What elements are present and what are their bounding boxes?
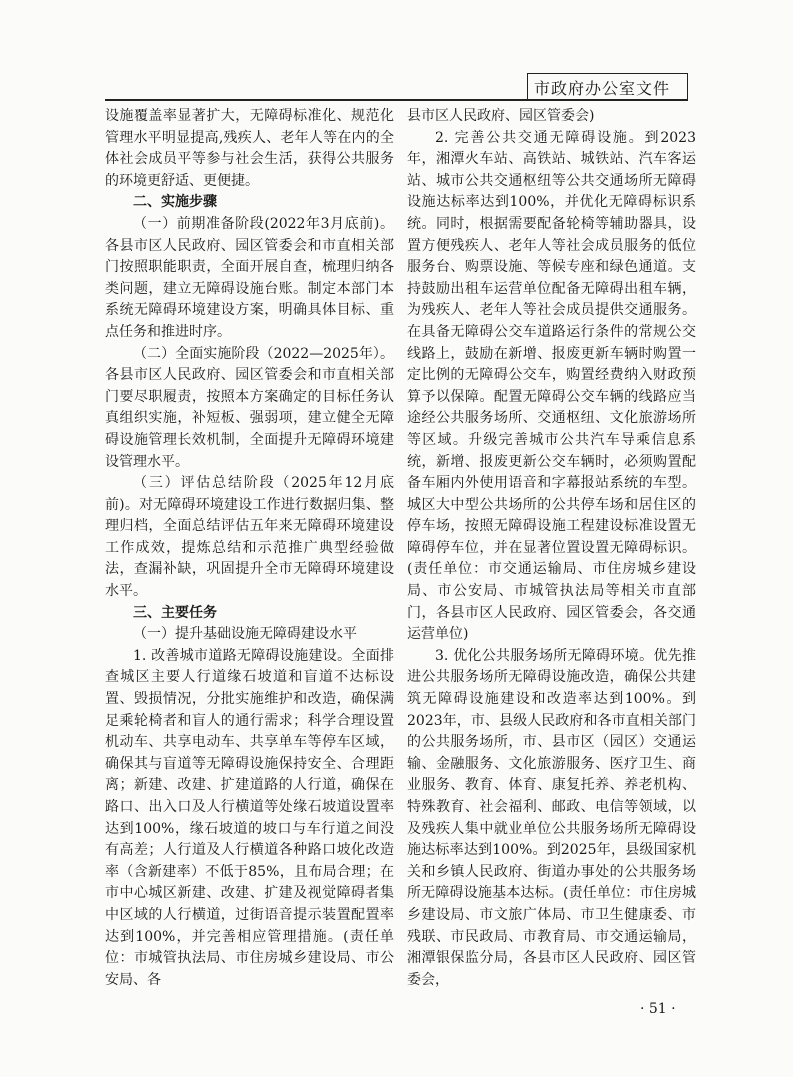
right-column: [407, 106, 696, 991]
paragraph: 县市区人民政府、园区管委会): [407, 108, 595, 124]
paragraph: （一）前期准备阶段(2022年3月底前)。各县市区人民政府、园区管委会和市直相关部门按照职能职责，全面开展自查，梳理归纳各类问题，建立无障碍设施台账。制定本部门本系统无障碍环境建设方案，明确具体目标、重点任务和推进时序。: [105, 215, 394, 340]
paragraph: 3. 优化公共服务场所无障碍环境。优先推进公共服务场所无障碍设施改造，确保公共建筑无障碍设施建设和改造率达到100%。到2023年，市、县级人民政府和各市直相关部门的公共服务场所，市、县市区（园区）交通运输、金融服务、文化旅游服务、医疗卫生、商业服务、教育、体育、康复托养、养老机构、特殊教育、社会福利、邮政、电信等领域，以及残疾人集中就业单位公共服务场所无障碍设施达标率达到100%。到2025年，县级国家机关和乡镇人民政府、街道办事处的公共服务场所无障碍设施基本达标。(责任单位：市住房城乡建设局、市文旅广体局、市卫生健康委、市残联、市民政局、市教育局、市交通运输局，湘潭银保监分局，各县市区人民政府、园区管委会，: [407, 647, 696, 988]
left-column: [105, 106, 394, 991]
section-heading: 二、实施步骤: [133, 194, 217, 211]
paragraph: 1. 改善城市道路无障碍设施建设。全面排查城区主要人行道缘石坡道和盲道不达标设置、毁损情况，分批实施维护和改造，确保满足乘轮椅者和盲人的通行需求；科学合理设置机动车、共享电动车、共享单车等停车区域，确保其与盲道等无障碍设施保持安全、合理距离；新建、改建、扩建道路的人行道，确保在路口、出入口及人行横道等处缘石坡道设置率达到100%，缘石坡道的坡口与车行道之间没有高差；人行道及人行横道各种路口坡化改造率（含新建率）不低于85%，且布局合理；在市中心城区新建、改建、扩建及视觉障碍者集中区域的人行横道，过街语音提示装置配置率达到100%，并完善相应管理措施。(责任单位：市城管执法局、市住房城乡建设局、市公安局、各: [105, 647, 394, 988]
section-header: 市政府办公室文件: [533, 78, 670, 98]
paragraph: （三）评估总结阶段（2025年12月底前)。对无障碍环境建设工作进行数据归集、整理归档，全面总结评估五年来无障碍环境建设工作成效，提炼总结和示范推广典型经验做法，查漏补缺，巩固提升全市无障碍环境建设水平。: [105, 475, 394, 600]
subsection-heading: （一）提升基础设施无障碍建设水平: [133, 626, 357, 643]
header-rule: [105, 99, 688, 101]
paragraph: （二）全面实施阶段（2022—2025年）。各县市区人民政府、园区管委会和市直相关部门要尽职履责，按照本方案确定的目标任务认真组织实施，补短板、强弱项，建立健全无障碍设施管理长效机制，全面提升无障碍环境建设管理水平。: [105, 345, 394, 470]
paragraph: 2. 完善公共交通无障碍设施。到2023年，湘潭火车站、高铁站、城铁站、汽车客运站、城市公共交通枢纽等公共交通场所无障碍设施达标率达到100%，并优化无障碍标识系统。同时，根据需要配备轮椅等辅助器具，设置方便残疾人、老年人等社会成员服务的低位服务台、购票设施、等候专座和绿色通道。支持鼓励出租车运营单位配备无障碍出租车辆，为残疾人、老年人等社会成员提供交通服务。在具备无障碍公交车道路运行条件的常规公交线路上，鼓励在新增、报废更新车辆时购置一定比例的无障碍公交车，购置经费纳入财政预算予以保障。配置无障碍公交车辆的线路应当途经公共服务场所、交通枢纽、文化旅游场所等区域。升级完善城市公共汽车导乘信息系统，新增、报废更新公交车辆时，必须购置配备车厢内外使用语音和字幕报站系统的车型。城区大中型公共场所的公共停车场和居住区的停车场，按照无障碍设施工程建设标准设置无障碍停车位，并在显著位置设置无障碍标识。(责任单位：市交通运输局、市住房城乡建设局、市公安局、市城管执法局等相关市直部门，各县市区人民政府、园区管委会，各交通运营单位): [407, 129, 696, 643]
header-box-right: [687, 73, 688, 100]
section-heading: 三、主要任务: [133, 604, 217, 621]
paragraph: 设施覆盖率显著扩大，无障碍标准化、规范化管理水平明显提高,残疾人、老年人等在内的全体社会成员平等参与社会生活，获得公共服务的环境更舒适、更便捷。: [105, 108, 394, 189]
page-number: · 51 ·: [640, 1001, 676, 1017]
header-top-rule: [527, 73, 688, 74]
